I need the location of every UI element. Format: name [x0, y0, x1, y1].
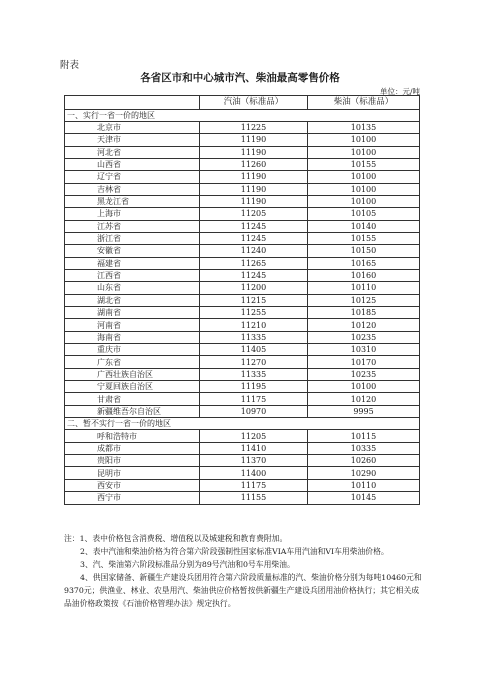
- section-row: [65, 418, 420, 430]
- table-row: [65, 344, 420, 356]
- price-table-body: [65, 96, 420, 505]
- region-name: 江西省: [65, 269, 200, 281]
- region-name: 新疆维吾尔自治区: [65, 405, 200, 417]
- table-row: [65, 307, 420, 319]
- diesel-price: 10170: [308, 356, 420, 368]
- region-name: 宁夏回族自治区: [65, 381, 200, 393]
- diesel-price: 10100: [308, 381, 420, 393]
- diesel-price: 10260: [308, 455, 420, 467]
- region-name: 海南省: [65, 331, 200, 343]
- section-label: 二、暂不实行一省一价的地区: [65, 418, 420, 430]
- table-row: [65, 479, 420, 491]
- diesel-price: 10105: [308, 208, 420, 220]
- table-row: [65, 405, 420, 417]
- diesel-price: 10165: [308, 257, 420, 269]
- diesel-price: 10290: [308, 467, 420, 479]
- table-row: [65, 467, 420, 479]
- table-row: [65, 331, 420, 343]
- note-3: 3、汽、柴油第六阶段标准品分别为89号汽油和0号车用柴油。: [80, 560, 295, 569]
- table-row: [65, 183, 420, 195]
- region-name: 河南省: [65, 319, 200, 331]
- gasoline-price: 11200: [200, 282, 308, 294]
- diesel-price: 10100: [308, 146, 420, 158]
- table-row: [65, 269, 420, 281]
- gasoline-price: 11335: [200, 331, 308, 343]
- diesel-price: 10120: [308, 319, 420, 331]
- diesel-price: 10235: [308, 368, 420, 380]
- region-name: 广东省: [65, 356, 200, 368]
- table-row: [65, 245, 420, 257]
- table-row: [65, 282, 420, 294]
- gasoline-price: 11190: [200, 171, 308, 183]
- gasoline-price: 11245: [200, 220, 308, 232]
- diesel-price: 10110: [308, 282, 420, 294]
- gasoline-price: 11175: [200, 479, 308, 491]
- diesel-price: 10115: [308, 430, 420, 442]
- gasoline-price: 11370: [200, 455, 308, 467]
- diesel-price: 10145: [308, 492, 420, 504]
- diesel-price: 9995: [308, 405, 420, 417]
- table-row: [65, 257, 420, 269]
- region-name: 甘肃省: [65, 393, 200, 405]
- gasoline-price: 11400: [200, 467, 308, 479]
- region-name: 天津市: [65, 134, 200, 146]
- table-row: [65, 319, 420, 331]
- table-row: [65, 381, 420, 393]
- diesel-price: 10140: [308, 220, 420, 232]
- gasoline-price: 11260: [200, 158, 308, 170]
- diesel-price: 10110: [308, 479, 420, 491]
- note-4: 4、供国家储备、新疆生产建设兵团用符合第六阶段质量标准的汽、柴油价格分别为每吨10460元和9370元；供渔业、林业、农垦用汽、柴油供应价格暂按供新疆生产建设兵团用油价格执行；其它相关成品油价格政策按《石油价格管理办法》规定执行。: [64, 573, 422, 608]
- diesel-price: 10155: [308, 158, 420, 170]
- header-blank-cell: [65, 96, 200, 110]
- table-row: [65, 220, 420, 232]
- region-name: 河北省: [65, 146, 200, 158]
- table-header-row: [65, 96, 420, 110]
- region-name: 广西壮族自治区: [65, 368, 200, 380]
- table-row: [65, 430, 420, 442]
- region-name: 成都市: [65, 442, 200, 454]
- gasoline-price: 11155: [200, 492, 308, 504]
- table-row: [65, 232, 420, 244]
- region-name: 黑龙江省: [65, 195, 200, 207]
- gasoline-price: 11195: [200, 381, 308, 393]
- table-row: [65, 208, 420, 220]
- gasoline-price: 11265: [200, 257, 308, 269]
- gasoline-price: 11210: [200, 319, 308, 331]
- header-diesel: 柴油（标准品）: [308, 96, 420, 110]
- table-row: [65, 442, 420, 454]
- note-1: 注：1、表中价格包含消费税、增值税以及城建税和教育费附加。: [64, 534, 288, 543]
- table-row: [65, 195, 420, 207]
- gasoline-price: 11245: [200, 269, 308, 281]
- region-name: 辽宁省: [65, 171, 200, 183]
- gasoline-price: 11190: [200, 195, 308, 207]
- region-name: 贵阳市: [65, 455, 200, 467]
- gasoline-price: 11175: [200, 393, 308, 405]
- region-name: 呼和浩特市: [65, 430, 200, 442]
- diesel-price: 10310: [308, 344, 420, 356]
- gasoline-price: 11205: [200, 208, 308, 220]
- diesel-price: 10120: [308, 393, 420, 405]
- gasoline-price: 11245: [200, 232, 308, 244]
- diesel-price: 10100: [308, 134, 420, 146]
- table-row: [65, 368, 420, 380]
- region-name: 昆明市: [65, 467, 200, 479]
- diesel-price: 10125: [308, 294, 420, 306]
- gasoline-price: 11190: [200, 146, 308, 158]
- diesel-price: 10100: [308, 195, 420, 207]
- price-table: [64, 95, 420, 505]
- gasoline-price: 11225: [200, 121, 308, 133]
- table-row: [65, 455, 420, 467]
- region-name: 北京市: [65, 121, 200, 133]
- region-name: 山东省: [65, 282, 200, 294]
- gasoline-price: 11255: [200, 307, 308, 319]
- table-row: [65, 134, 420, 146]
- gasoline-price: 11270: [200, 356, 308, 368]
- appendix-label: 附表: [60, 60, 80, 71]
- gasoline-price: 11410: [200, 442, 308, 454]
- gasoline-price: 11205: [200, 430, 308, 442]
- table-row: [65, 356, 420, 368]
- region-name: 西安市: [65, 479, 200, 491]
- gasoline-price: 11190: [200, 183, 308, 195]
- gasoline-price: 11335: [200, 368, 308, 380]
- gasoline-price: 11215: [200, 294, 308, 306]
- notes: [64, 532, 424, 610]
- diesel-price: 10100: [308, 171, 420, 183]
- unit-label: 单位：元/吨: [379, 87, 420, 96]
- table-row: [65, 393, 420, 405]
- diesel-price: 10235: [308, 331, 420, 343]
- table-row: [65, 294, 420, 306]
- diesel-price: 10160: [308, 269, 420, 281]
- section-row: [65, 109, 420, 121]
- region-name: 浙江省: [65, 232, 200, 244]
- region-name: 山西省: [65, 158, 200, 170]
- gasoline-price: 11240: [200, 245, 308, 257]
- header-gasoline: 汽油（标准品）: [200, 96, 308, 110]
- region-name: 江苏省: [65, 220, 200, 232]
- table-row: [65, 171, 420, 183]
- document-title: 各省区市和中心城市汽、柴油最高零售价格: [140, 72, 340, 84]
- section-label: 一、实行一省一价的地区: [65, 109, 420, 121]
- region-name: 重庆市: [65, 344, 200, 356]
- table-row: [65, 146, 420, 158]
- diesel-price: 10335: [308, 442, 420, 454]
- table-row: [65, 121, 420, 133]
- diesel-price: 10155: [308, 232, 420, 244]
- diesel-price: 10185: [308, 307, 420, 319]
- region-name: 吉林省: [65, 183, 200, 195]
- diesel-price: 10135: [308, 121, 420, 133]
- region-name: 西宁市: [65, 492, 200, 504]
- diesel-price: 10100: [308, 183, 420, 195]
- table-row: [65, 492, 420, 504]
- region-name: 湖北省: [65, 294, 200, 306]
- table-row: [65, 158, 420, 170]
- region-name: 福建省: [65, 257, 200, 269]
- gasoline-price: 11190: [200, 134, 308, 146]
- note-2: 2、表中汽油和柴油价格为符合第六阶段强制性国家标准VIA车用汽油和VI车用柴油价格。: [80, 547, 389, 556]
- gasoline-price: 10970: [200, 405, 308, 417]
- gasoline-price: 11405: [200, 344, 308, 356]
- region-name: 上海市: [65, 208, 200, 220]
- region-name: 安徽省: [65, 245, 200, 257]
- region-name: 湖南省: [65, 307, 200, 319]
- diesel-price: 10150: [308, 245, 420, 257]
